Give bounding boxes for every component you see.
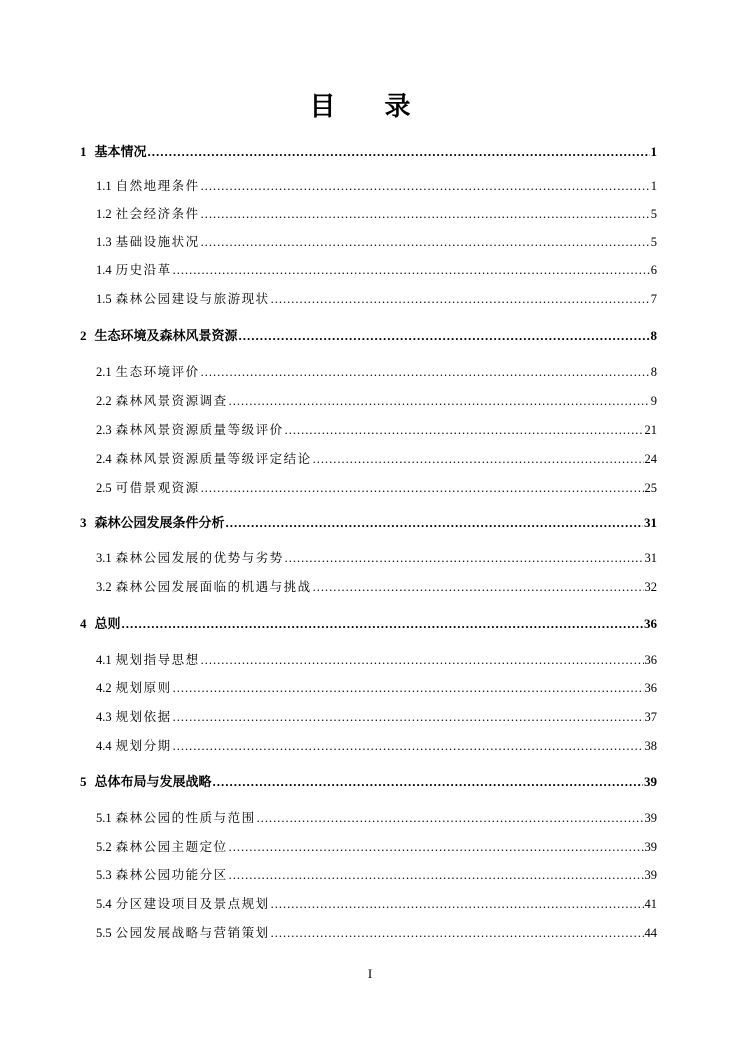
toc-number: 2.3 (96, 423, 112, 437)
toc-leader (173, 707, 644, 727)
toc-label: 森林公园建设与旅游现状 (115, 291, 270, 306)
toc-label: 公园发展战略与营销策划 (115, 925, 270, 940)
toc-leader (148, 142, 650, 162)
toc-leader (201, 176, 650, 196)
toc-leader (271, 894, 644, 914)
toc-number: 5.5 (96, 926, 112, 940)
toc-entry-section[interactable] (96, 923, 657, 943)
page-footer-number: I (367, 966, 373, 981)
toc-entry-section[interactable] (96, 176, 657, 196)
toc-entry-section[interactable] (96, 736, 657, 756)
toc-leader (271, 923, 644, 943)
toc-page-number: 39 (644, 774, 657, 789)
toc-label: 可借景观资源 (115, 480, 200, 495)
toc-leader (213, 772, 643, 792)
toc-number: 2.1 (96, 365, 112, 379)
toc-page-number: 36 (644, 616, 657, 631)
toc-label: 森林公园主题定位 (115, 839, 228, 854)
toc-number: 5.2 (96, 840, 112, 854)
toc-number: 1.4 (96, 263, 112, 277)
toc-entry-section[interactable] (96, 894, 657, 914)
toc-label: 基本情况 (94, 145, 147, 160)
toc-entry-section[interactable] (96, 478, 657, 498)
toc-entry-section[interactable] (96, 449, 657, 469)
toc-page-number: 32 (644, 580, 657, 594)
toc-label: 森林风景资源调查 (115, 393, 228, 408)
toc-number: 5.3 (96, 868, 112, 882)
toc-entry-section[interactable] (96, 362, 657, 382)
toc-label: 社会经济条件 (115, 206, 200, 221)
toc-label: 生态环境及森林风景资源 (94, 329, 238, 344)
toc-leader (226, 513, 643, 533)
toc-entry-chapter[interactable] (80, 326, 657, 346)
toc-number: 4.3 (96, 710, 112, 724)
toc-page-number: 37 (644, 710, 657, 724)
toc-entry-section[interactable] (96, 837, 657, 857)
toc-leader (313, 577, 644, 597)
toc-page-number: 39 (644, 840, 657, 854)
toc-page-number: 36 (644, 681, 657, 695)
toc-number: 1.2 (96, 207, 112, 221)
toc-label: 规划指导思想 (115, 652, 200, 667)
toc-entry-section[interactable] (96, 391, 657, 411)
toc-page-number: 31 (644, 551, 657, 565)
toc-page-number: 7 (650, 292, 657, 306)
toc-number: 5 (80, 774, 87, 789)
page-title: 目 录 (309, 92, 431, 122)
toc-label: 森林风景资源质量等级评定结论 (115, 451, 312, 466)
toc-label: 自然地理条件 (115, 178, 200, 193)
toc-page-number: 1 (650, 179, 657, 193)
toc-label: 森林公园功能分区 (115, 867, 228, 882)
toc-entry-chapter[interactable] (80, 772, 657, 792)
toc-number: 4.1 (96, 653, 112, 667)
toc-page-number: 24 (644, 452, 657, 466)
toc-number: 3.1 (96, 551, 112, 565)
toc-label: 森林公园发展条件分析 (94, 516, 225, 531)
toc-page-number: 44 (644, 926, 657, 940)
toc-leader (271, 289, 650, 309)
toc-leader (201, 204, 650, 224)
toc-entry-chapter[interactable] (80, 142, 657, 162)
toc-label: 基础设施状况 (115, 234, 200, 249)
toc-page-number: 1 (650, 144, 657, 159)
toc-leader (313, 449, 644, 469)
toc-leader (239, 326, 650, 346)
toc-label: 规划分期 (115, 738, 172, 753)
toc-number: 5.4 (96, 897, 112, 911)
toc-page-number: 36 (644, 653, 657, 667)
toc-entry-section[interactable] (96, 420, 657, 440)
toc-leader (229, 865, 644, 885)
toc-page-number: 5 (650, 207, 657, 221)
toc-entry-section[interactable] (96, 232, 657, 252)
toc-page-number: 39 (644, 811, 657, 825)
toc-page-number: 31 (644, 515, 657, 530)
toc-number: 1.5 (96, 292, 112, 306)
toc-page-number: 8 (650, 365, 657, 379)
toc-page-number: 8 (650, 328, 657, 343)
toc-number: 4 (80, 616, 87, 631)
toc-page-number: 21 (644, 423, 657, 437)
toc-leader (229, 391, 650, 411)
toc-entry-section[interactable] (96, 650, 657, 670)
toc-number: 1.1 (96, 179, 112, 193)
toc-page-number: 38 (644, 739, 657, 753)
toc-number: 1.3 (96, 235, 112, 249)
toc-label: 规划依据 (115, 709, 172, 724)
toc-label: 森林公园发展的优势与劣势 (115, 550, 284, 565)
toc-page-number: 5 (650, 235, 657, 249)
toc-entry-section[interactable] (96, 577, 657, 597)
toc-entry-section[interactable] (96, 204, 657, 224)
toc-number: 2.2 (96, 394, 112, 408)
toc-entry-section[interactable] (96, 260, 657, 280)
toc-number: 2.5 (96, 481, 112, 495)
toc-number: 4.4 (96, 739, 112, 753)
toc-number: 3.2 (96, 580, 112, 594)
toc-label: 分区建设项目及景点规划 (115, 896, 270, 911)
toc-leader (201, 650, 644, 670)
toc-page-number: 25 (644, 481, 657, 495)
toc-label: 规划原则 (115, 680, 172, 695)
toc-leader (201, 362, 650, 382)
toc-entry-section[interactable] (96, 865, 657, 885)
toc-page-number: 6 (650, 263, 657, 277)
toc-label: 森林公园的性质与范围 (115, 810, 256, 825)
toc-label: 森林公园发展面临的机遇与挑战 (115, 579, 312, 594)
toc-leader (257, 808, 644, 828)
toc-number: 2.4 (96, 452, 112, 466)
toc-entry-section[interactable] (96, 548, 657, 568)
toc-entry-section[interactable] (96, 808, 657, 828)
toc-number: 2 (80, 328, 87, 343)
toc-leader (285, 548, 644, 568)
toc-entry-section[interactable] (96, 707, 657, 727)
toc-leader (201, 478, 644, 498)
toc-label: 生态环境评价 (115, 364, 200, 379)
toc-leader (173, 260, 650, 280)
toc-leader (229, 837, 644, 857)
toc-label: 总则 (94, 617, 121, 632)
toc-page-number: 39 (644, 868, 657, 882)
toc-number: 1 (80, 144, 87, 159)
toc-number: 3 (80, 515, 87, 530)
toc-entry-section[interactable] (96, 678, 657, 698)
toc-entry-section[interactable] (96, 289, 657, 309)
toc-page-number: 9 (650, 394, 657, 408)
toc-label: 总体布局与发展战略 (94, 775, 212, 790)
toc-label: 森林风景资源质量等级评价 (115, 422, 284, 437)
toc-entry-chapter[interactable] (80, 614, 657, 634)
toc-page-number: 41 (644, 897, 657, 911)
toc-number: 5.1 (96, 811, 112, 825)
toc-leader (285, 420, 644, 440)
toc-leader (173, 678, 644, 698)
toc-number: 4.2 (96, 681, 112, 695)
toc-label: 历史沿革 (115, 262, 172, 277)
toc-leader (201, 232, 650, 252)
toc-entry-chapter[interactable] (80, 513, 657, 533)
toc-leader (173, 736, 644, 756)
toc-leader (122, 614, 643, 634)
